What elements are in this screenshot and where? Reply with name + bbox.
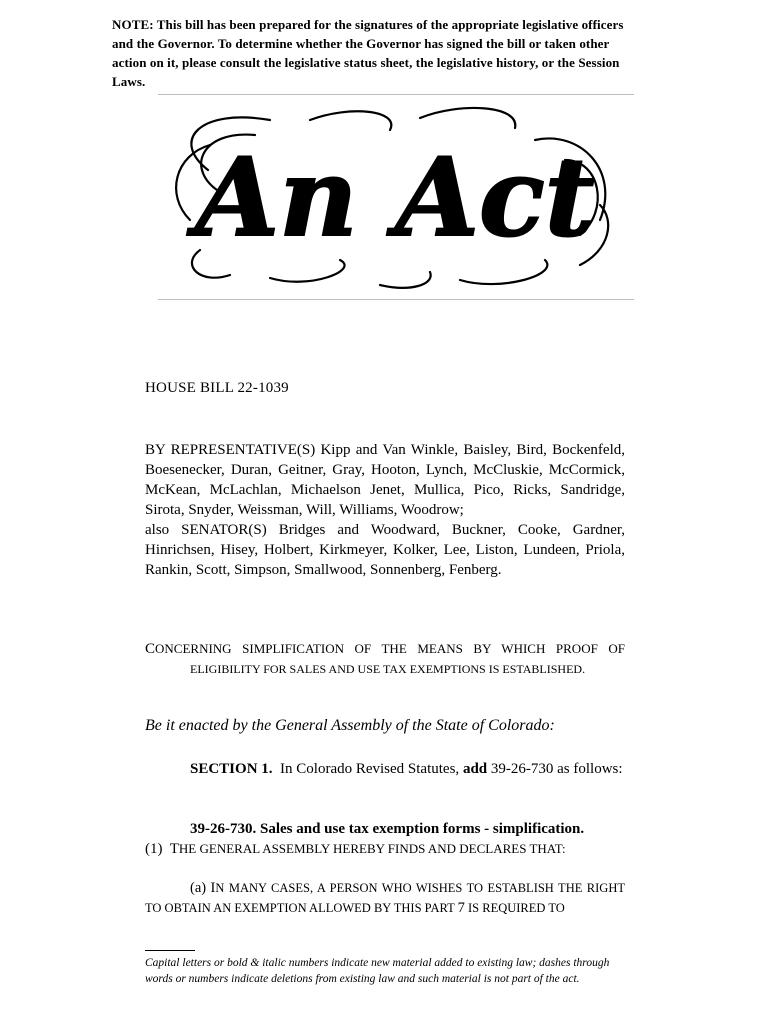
- an-act-logo: [160, 100, 630, 295]
- paragraph-a-text-1: N MANY CASES, A PERSON WHO WISHES TO ESTABLISH THE RIGHT TO OBTAIN AN EXEMPTION ALLOWED BY THIS PART: [145, 881, 625, 915]
- statute-heading: 39-26-730. Sales and use tax exemption forms - simplification.: [190, 821, 585, 837]
- subsection-1-text: HE GENERAL ASSEMBLY HEREBY FINDS AND DECLARES THAT:: [178, 841, 566, 856]
- enacting-clause: Be it enacted by the General Assembly of the State of Colorado:: [145, 717, 555, 734]
- section-1-citation: 39-26-730 as follows:: [490, 761, 623, 777]
- paragraph-a-part-number: 7: [457, 900, 465, 916]
- paragraph-a-text-2: IS REQUIRED TO: [468, 901, 565, 915]
- header-rule-bottom: [158, 299, 634, 300]
- statute-39-26-730: [145, 819, 625, 859]
- subsection-1: [145, 839, 625, 859]
- subsection-1-initial: T: [169, 841, 179, 857]
- header-rule-top: [158, 94, 634, 95]
- section-1-label: SECTION 1.: [190, 761, 273, 777]
- bill-number: HOUSE BILL 22-1039: [145, 380, 289, 396]
- footnote-rule: [145, 950, 195, 951]
- paragraph-a: [145, 878, 625, 918]
- bill-title-initial: C: [145, 641, 156, 657]
- bill-title: [145, 639, 625, 679]
- section-1-intro: In Colorado Revised Statutes,: [280, 761, 460, 777]
- section-1: [145, 759, 625, 779]
- paragraph-a-label-wrap: [145, 881, 215, 895]
- senators-list: also SENATOR(S) Bridges and Woodward, Buckner, Cooke, Gardner, Hinrichsen, Hisey, Holbert, Kirkmeyer, Kolker, Lee, Liston, Lundeen, Priola, Rankin, Scott, Simpson, Smallwood, Sonnenberg, Fenberg.: [145, 522, 625, 578]
- bill-title-line-2: ELIGIBILITY FOR SALES AND USE TAX EXEMPTIONS IS ESTABLISHED.: [190, 662, 586, 676]
- sponsors-block: [145, 440, 625, 580]
- representatives-list: BY REPRESENTATIVE(S) Kipp and Van Winkle, Baisley, Bird, Bockenfeld, Boesenecker, Duran, Geitner, Gray, Hooton, Lynch, McCluskie, McCormick, McKean, McLachlan, Michaelson Jenet, Mullica, Pico, Ricks, Sandridge, Sirota, Snyder, Weissman, Will, Williams, Woodrow;: [145, 442, 625, 518]
- section-1-add-word: add: [462, 761, 488, 777]
- bill-title-line-1: [145, 639, 625, 659]
- an-act-logo-text: An Act: [195, 135, 595, 261]
- footnote: Capital letters or bold & italic numbers indicate new material added to existing law; dashes through words or numbers indicate deletions from existing law and such material is not part of the act.: [145, 957, 610, 985]
- section-1-text: [145, 759, 625, 779]
- legislative-note: NOTE: This bill has been prepared for the signatures of the appropriate legislative officers and the Governor. To determine whether the Governor has signed the bill or taken other action on it, please consult the legislative status sheet, the legislative history, or the Session Laws.: [112, 17, 624, 89]
- bill-title-line-1-text: ONCERNING SIMPLIFICATION OF THE MEANS BY WHICH PROOF OF: [155, 641, 625, 656]
- paragraph-a-initial: I: [210, 880, 216, 896]
- subsection-1-number: (1): [145, 841, 163, 857]
- paragraph-a-label: (a): [190, 880, 207, 896]
